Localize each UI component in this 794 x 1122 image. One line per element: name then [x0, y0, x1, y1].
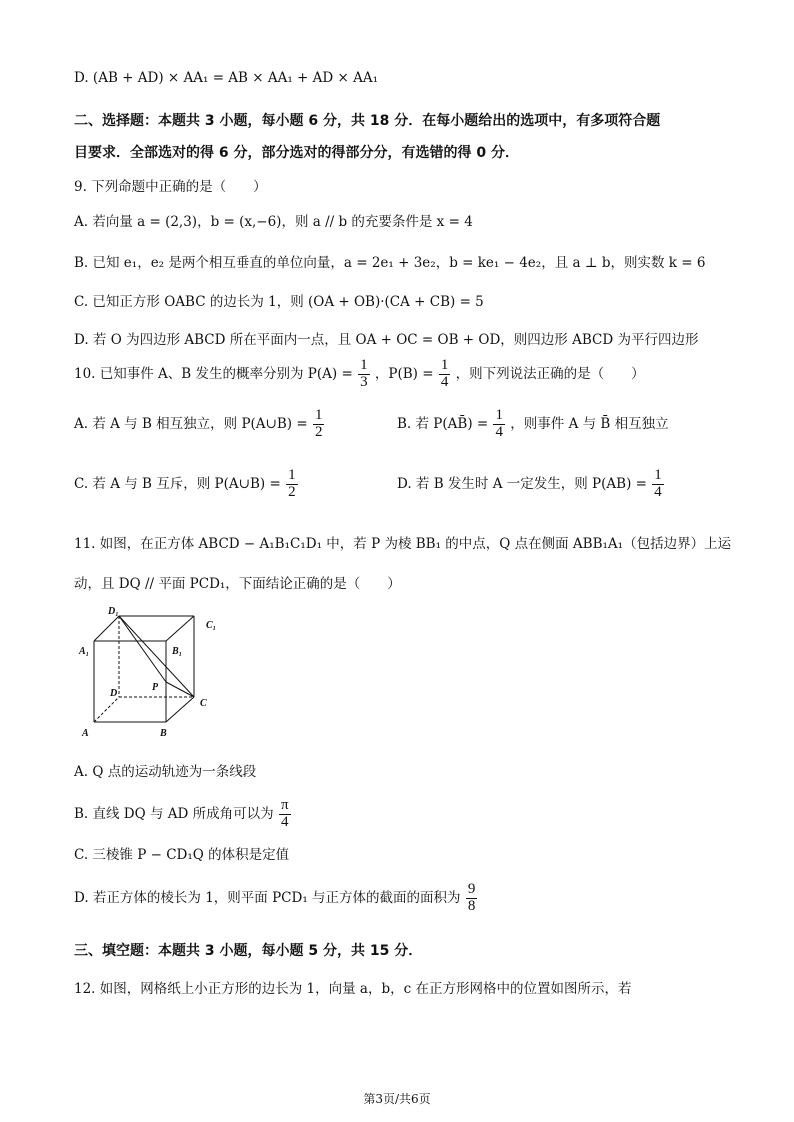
q12-stem: 12. 如图，网格纸上小正方形的边长为 1，向量 a，b，c 在正方形网格中的位置如图所示，若 [74, 981, 632, 997]
q10-option-a-text: A. 若 A 与 B 相互独立，则 P(A∪B) = [74, 415, 308, 432]
line-d1-p [119, 616, 166, 682]
edge-a1-d1 [94, 616, 119, 641]
edge-b1-c1 [166, 616, 194, 641]
hidden-edge-a-d [94, 697, 119, 722]
q9-option-c: C. 已知正方形 OABC 的边长为 1，则 (OA + OB)·(CA + CB) = 5 [74, 294, 484, 310]
q10-option-d-text: D. 若 B 发生时 A 一定发生，则 P(AB) = [397, 475, 647, 492]
cube-figure [74, 604, 234, 744]
fraction-one-half: $\frac{1}{2}$ [288, 467, 296, 500]
q8-option-d: D. (AB + AD) × AA₁ = AB × AA₁ + AD × AA₁ [74, 70, 379, 86]
q10-stem-mid: ，P(B) = [374, 365, 434, 382]
label-c: C [200, 698, 207, 709]
label-d: D [110, 688, 118, 699]
label-d1: D₁ [108, 606, 119, 617]
label-a1: A₁ [79, 646, 90, 657]
edge-b-c [166, 697, 194, 722]
section-3-heading: 三、填空题：本题共 3 小题，每小题 5 分，共 15 分． [74, 943, 423, 959]
q10-stem [74, 358, 645, 391]
q11-option-a: A. Q 点的运动轨迹为一条线段 [74, 764, 257, 780]
q9-option-b: B. 已知 e₁，e₂ 是两个相互垂直的单位向量，a = 2e₁ + 3e₂，b = ke₁ − 4e₂，且 a ⊥ b，则实数 k = 6 [74, 255, 706, 271]
fraction-nine-eighths: $\frac{9}{8}$ [467, 881, 476, 914]
q10-stem-pre: 10. 已知事件 A、B 发生的概率分别为 P(A) = [74, 365, 353, 382]
section-2-heading-line1: 二、选择题：本题共 3 小题，每小题 6 分，共 18 分．在每小题给出的选项中，有多项符合题 [74, 113, 661, 129]
q10-option-a [74, 408, 325, 441]
fraction-one-quarter: $\frac{1}{4}$ [495, 407, 503, 440]
q9-option-a: A. 若向量 a = (2,3)，b = (x,−6)，则 a // b 的充要条件是 x = 4 [74, 214, 473, 230]
fraction-one-third: $\frac{1}{3}$ [360, 357, 368, 390]
q11-option-d-text: D. 若正方体的棱长为 1，则平面 PCD₁ 与正方体的截面的面积为 [74, 889, 461, 906]
q11-option-b [74, 798, 292, 831]
q11-option-b-text: B. 直线 DQ 与 AD 所成角可以为 [74, 805, 274, 822]
q10-option-b [397, 408, 669, 441]
q10-option-b-pre: B. 若 P(AB̄) = [397, 415, 489, 432]
fraction-one-quarter: $\frac{1}{4}$ [440, 357, 449, 390]
q10-option-b-post: ，则事件 A 与 B̄ 相互独立 [510, 415, 669, 432]
q10-option-c-text: C. 若 A 与 B 互斥，则 P(A∪B) = [74, 475, 281, 492]
q10-option-d [397, 468, 665, 501]
label-b: B [160, 728, 167, 739]
q11-option-d [74, 882, 478, 915]
label-a: A [82, 728, 89, 739]
fraction-one-quarter: $\frac{1}{4}$ [654, 467, 662, 500]
line-p-c [166, 682, 194, 697]
q11-stem-line2: 动，且 DQ // 平面 PCD₁，下面结论正确的是（ ） [74, 576, 401, 592]
label-c1: C₁ [206, 620, 217, 631]
label-b1: B₁ [172, 646, 183, 657]
fraction-one-half: $\frac{1}{2}$ [314, 407, 323, 440]
q10-option-c [74, 468, 299, 501]
q9-stem: 9. 下列命题中正确的是（ ） [74, 179, 267, 195]
q11-option-c: C. 三棱锥 P − CD₁Q 的体积是定值 [74, 847, 290, 863]
section-2-heading-line2: 目要求．全部选对的得 6 分，部分选对的得部分分，有选错的得 0 分． [74, 145, 519, 161]
fraction-pi-quarter: $\frac{\pi}{4}$ [280, 797, 289, 830]
q10-stem-post: ，则下列说法正确的是（ ） [455, 365, 645, 382]
label-p: P [152, 682, 159, 693]
q9-option-d: D. 若 O 为四边形 ABCD 所在平面内一点，且 OA + OC = OB + OD，则四边形 ABCD 为平行四边形 [74, 332, 699, 348]
page-footer: 第3页/共6页 [363, 1092, 431, 1106]
q11-stem-line1: 11. 如图，在正方体 ABCD − A₁B₁C₁D₁ 中，若 P 为棱 BB₁ 的中点，Q 点在侧面 ABB₁A₁（包括边界）上运 [74, 536, 732, 552]
